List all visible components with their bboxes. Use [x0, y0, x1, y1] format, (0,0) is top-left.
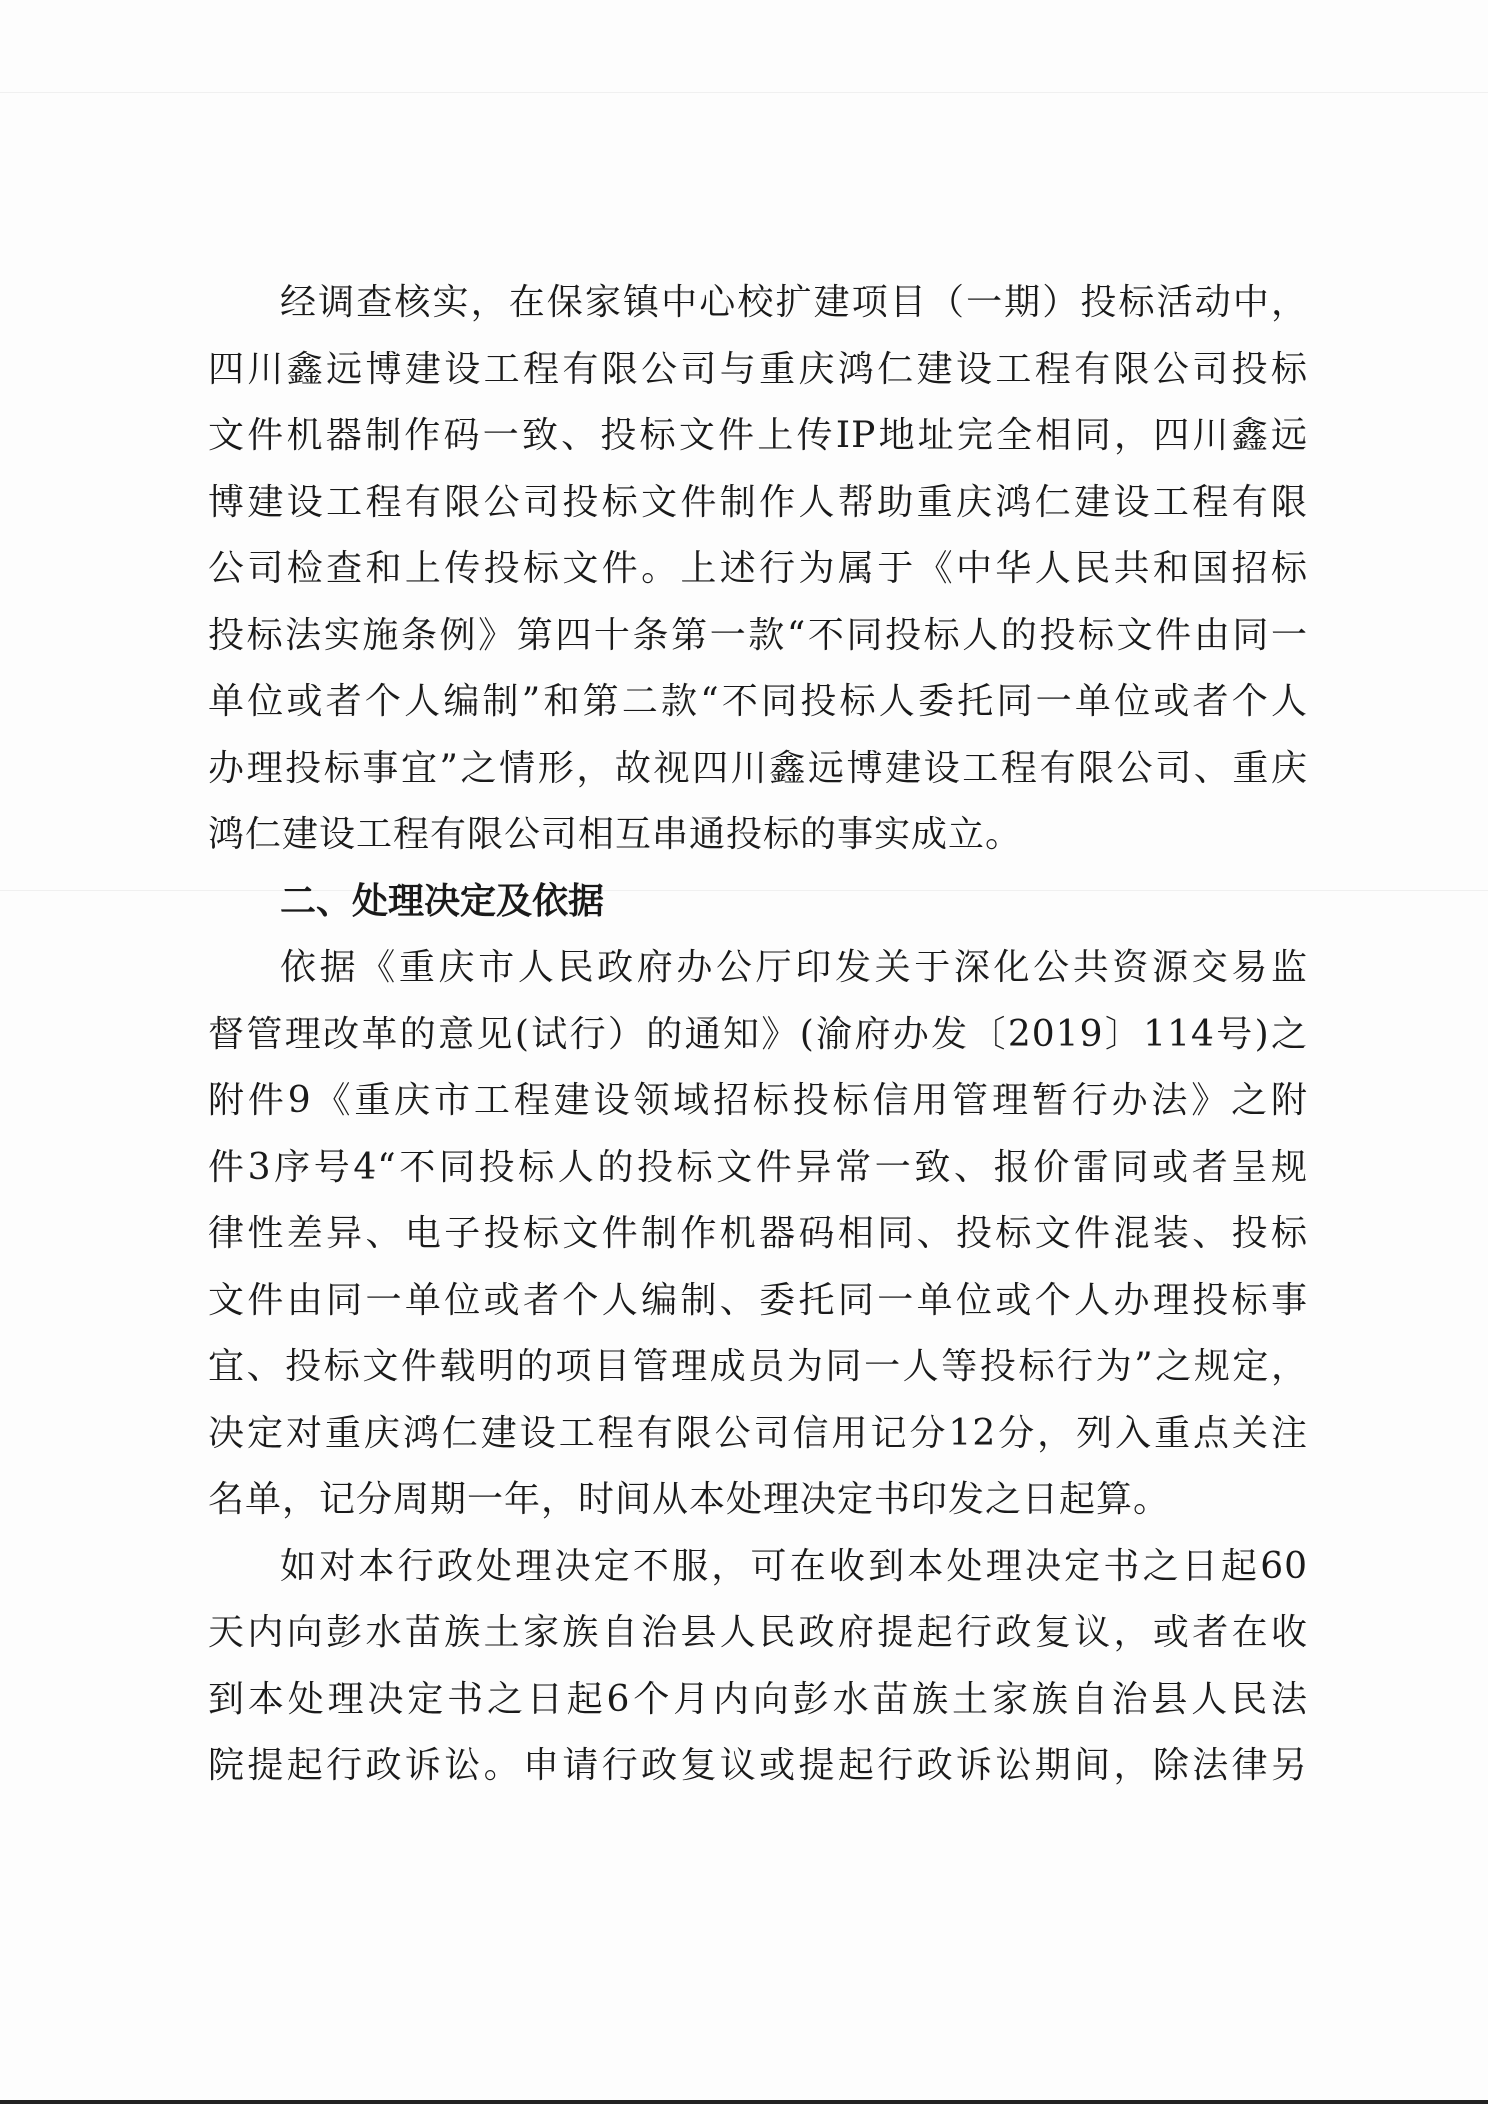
text-line: 院提起行政诉讼。申请行政复议或提起行政诉讼期间，除法律另: [208, 1745, 1308, 1786]
text-line: 文件由同一单位或者个人编制、委托同一单位或个人办理投标事: [208, 1279, 1308, 1321]
text-line: 办理投标事宜”之情形，故视四川鑫远博建设工程有限公司、重庆: [208, 747, 1308, 789]
paragraph-appeal: [208, 1534, 1308, 1800]
paragraph-decision: [208, 935, 1308, 1534]
text-line: 依据《重庆市人民政府办公厅印发关于深化公共资源交易监: [280, 947, 1308, 988]
document-body: [208, 270, 1308, 1800]
text-line: 投标法实施条例》第四十条第一款“不同投标人的投标文件由同一: [208, 614, 1308, 656]
section-heading: 二、处理决定及依据: [280, 880, 605, 922]
text-line: 到本处理决定书之日起6个月内向彭水苗族土家族自治县人民法: [208, 1678, 1308, 1720]
text-line: 经调查核实，在保家镇中心校扩建项目（一期）投标活动中，: [280, 282, 1308, 323]
text-line: 四川鑫远博建设工程有限公司与重庆鸿仁建设工程有限公司投标: [208, 348, 1308, 390]
text-line: 公司检查和上传投标文件。上述行为属于《中华人民共和国招标: [208, 548, 1308, 589]
text-line: 名单，记分周期一年，时间从本处理决定书印发之日起算。: [208, 1479, 1171, 1520]
paragraph-findings: [208, 270, 1308, 869]
text-line: 附件9《重庆市工程建设领域招标投标信用管理暂行办法》之附: [208, 1080, 1308, 1121]
text-line: 宜、投标文件载明的项目管理成员为同一人等投标行为”之规定，: [208, 1346, 1308, 1387]
text-line: 决定对重庆鸿仁建设工程有限公司信用记分12分，列入重点关注: [208, 1412, 1308, 1454]
text-line: 督管理改革的意见(试行）的通知》(渝府办发〔2019〕114号)之: [208, 1013, 1308, 1055]
text-line: 件3序号4“不同投标人的投标文件异常一致、报价雷同或者呈规: [208, 1146, 1308, 1188]
text-line: 文件机器制作码一致、投标文件上传IP地址完全相同，四川鑫远: [208, 415, 1308, 456]
text-line: 单位或者个人编制”和第二款“不同投标人委托同一单位或者个人: [208, 681, 1308, 722]
text-line: 博建设工程有限公司投标文件制作人帮助重庆鸿仁建设工程有限: [208, 481, 1308, 523]
text-line: 如对本行政处理决定不服，可在收到本处理决定书之日起60: [280, 1545, 1308, 1587]
scan-edge: [0, 2100, 1488, 2104]
text-line: 天内向彭水苗族土家族自治县人民政府提起行政复议，或者在收: [208, 1612, 1308, 1653]
text-line: 律性差异、电子投标文件制作机器码相同、投标文件混装、投标: [208, 1213, 1308, 1254]
text-line: 鸿仁建设工程有限公司相互串通投标的事实成立。: [208, 814, 1023, 855]
scan-artifact: [0, 92, 1488, 93]
